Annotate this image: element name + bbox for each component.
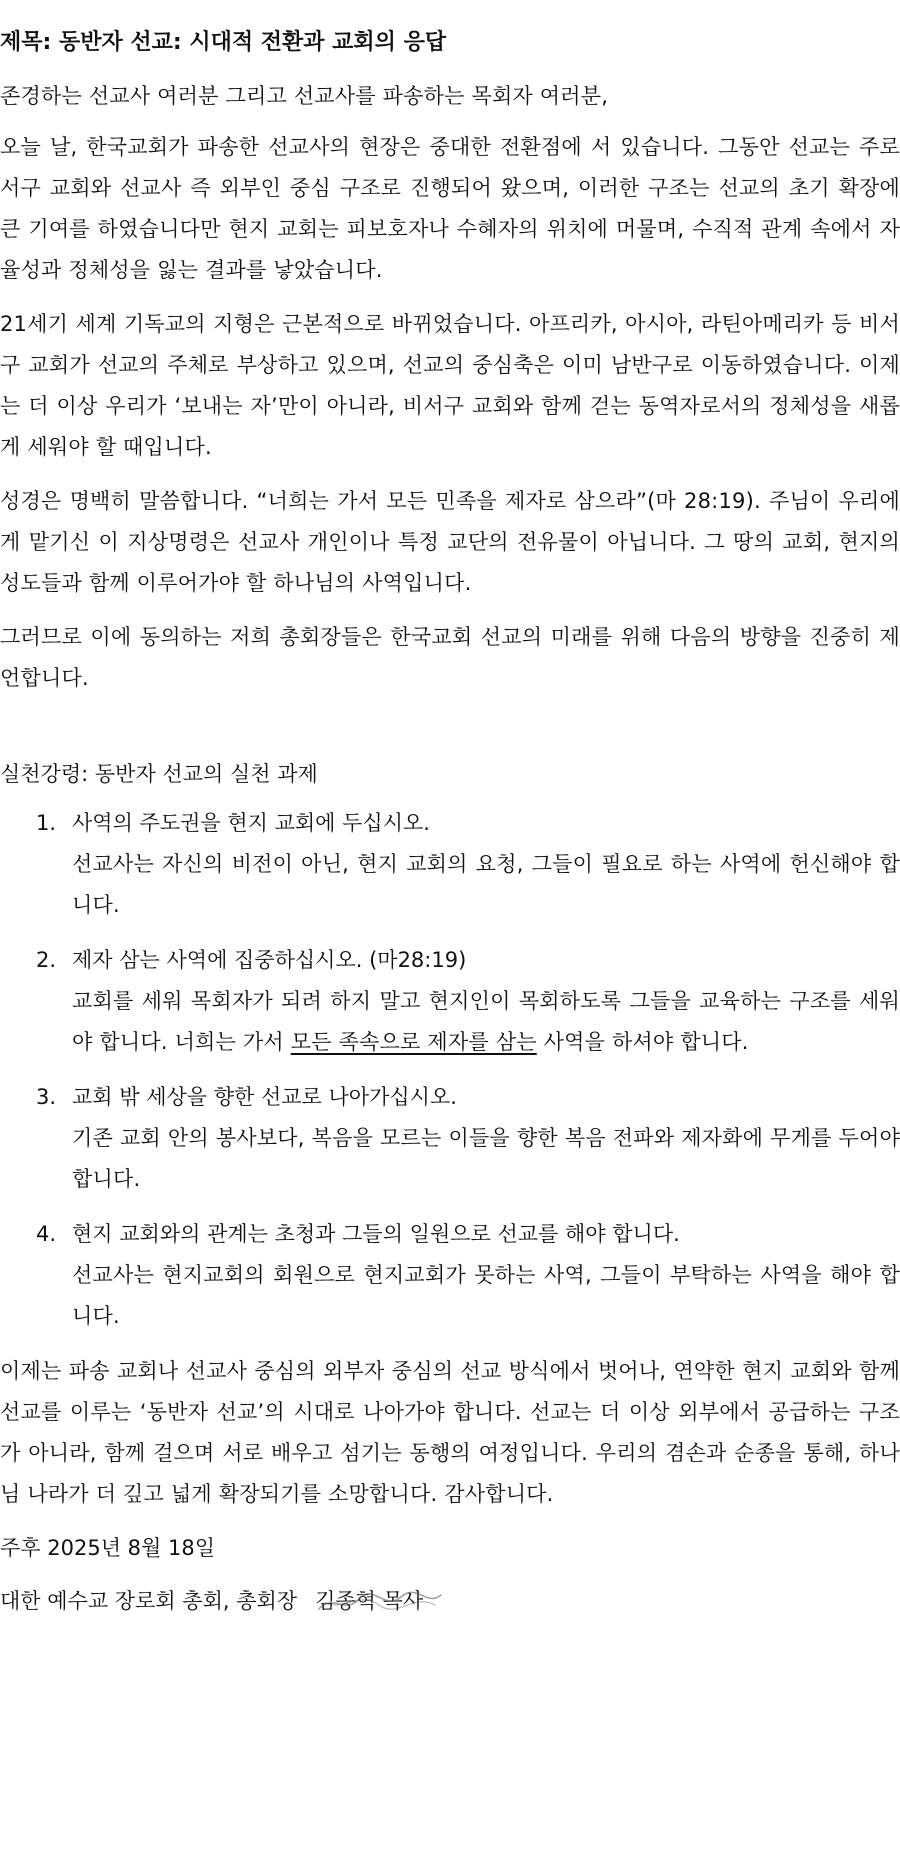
item-heading: 사역의 주도권을 현지 교회에 두십시오. [72,811,430,835]
underlined-phrase: 모든 족속으로 제자를 삼는 [290,1030,537,1054]
item-body: 기존 교회 안의 봉사보다, 복음을 모르는 이들을 향한 복음 전파와 제자화에 무게를 두어야 합니다. [72,1126,900,1191]
item-number: 2. [36,948,57,972]
item-number: 1. [36,811,57,835]
paragraph-scripture: 성경은 명백히 말씀합니다. “너희는 가서 모든 민족을 제자로 삼으라”(마 28:19). 주님이 우리에게 맡기신 이 지상명령은 선교사 개인이나 특정 교단의 전유물이 아닙니다. 그 땅의 교회, 현지의 성도들과 함께 이루어가야 할 하나님의 사역입니다. [0,489,900,595]
item-heading: 제자 삼는 사역에 집중하십시오. (마28:19) [72,948,467,972]
salutation: 존경하는 선교사 여러분 그리고 선교사를 파송하는 목회자 여러분, [0,84,609,108]
item-number: 4. [36,1222,57,1246]
paragraph-intro: 오늘 날, 한국교회가 파송한 선교사의 현장은 중대한 전환점에 서 있습니다. 그동안 선교는 주로 서구 교회와 선교사 즉 외부인 중심 구조로 진행되어 왔으며, 이러한 구조는 선교의 초기 확장에 큰 기여를 하였습니다만 현지 교회는 피보호자나 수혜자의 위치에 머물며, 수직적 관계 속에서 자율성과 정체성을 잃는 결과를 낳았습니다. [0,135,900,282]
item-body: 선교사는 자신의 비전이 아닌, 현지 교회의 요청, 그들이 필요로 하는 사역에 헌신해야 합니다. [72,852,900,917]
action-list [0,803,900,1337]
document-title: 제목: 동반자 선교: 시대적 전환과 교회의 응답 [0,30,447,55]
item-body-text: 사역을 하셔야 합니다. [536,1030,749,1054]
item-body-text: 교회를 세워 목회자가 되려 하지 말고 현지인이 목회하도록 그들을 교육하는 구조를 세워야 합니다. 너희는 가서 [72,989,900,1054]
signature-line [0,1581,900,1622]
item-number: 3. [36,1085,57,1109]
document-date: 주후 2025년 8월 18일 [0,1536,215,1560]
signature-name-wrapper [315,1581,423,1622]
list-item [0,1077,900,1200]
item-heading: 현지 교회와의 관계는 초청과 그들의 일원으로 선교를 해야 합니다. [72,1222,680,1246]
item-heading: 교회 밖 세상을 향한 선교로 나아가십시오. [72,1085,457,1109]
closing-paragraph: 이제는 파송 교회나 선교사 중심의 외부자 중심의 선교 방식에서 벗어나, 연약한 현지 교회와 함께 선교를 이루는 ‘동반자 선교’의 시대로 나아가야 합니다. 선교는 더 이상 외부에서 공급하는 구조가 아니라, 함께 걸으며 서로 배우고 섬기는 동행의 여정입니다. 우리의 겸손과 순종을 통해, 하나님 나라가 더 깊고 넓게 확장되기를 소망합니다. 감사합니다. [0,1359,900,1506]
list-item [0,803,900,926]
list-item [0,940,900,1063]
paragraph-proposal: 그러므로 이에 동의하는 저희 총회장들은 한국교회 선교의 미래를 위해 다음의 방향을 진중히 제언합니다. [0,625,900,690]
section-spacer [0,712,900,754]
section-heading: 실천강령: 동반자 선교의 실천 과제 [0,762,318,786]
paragraph-world-christianity: 21세기 세계 기독교의 지형은 근본적으로 바뀌었습니다. 아프리카, 아시아, 라틴아메리카 등 비서구 교회가 선교의 주체로 부상하고 있으며, 선교의 중심축은 이미 남반구로 이동하였습니다. 이제는 더 이상 우리가 ‘보내는 자’만이 아니라, 비서구 교회와 함께 걷는 동역자로서의 정체성을 새롭게 세워야 할 때입니다. [0,312,900,459]
signature-name: 김종혁 목사 [315,1589,424,1613]
list-item [0,1214,900,1337]
item-body [72,981,900,1063]
item-body: 선교사는 현지교회의 회원으로 현지교회가 못하는 사역, 그들이 부탁하는 사역을 해야 합니다. [72,1263,900,1328]
signature-organization: 대한 예수교 장로회 총회, 총회장 [0,1589,298,1613]
